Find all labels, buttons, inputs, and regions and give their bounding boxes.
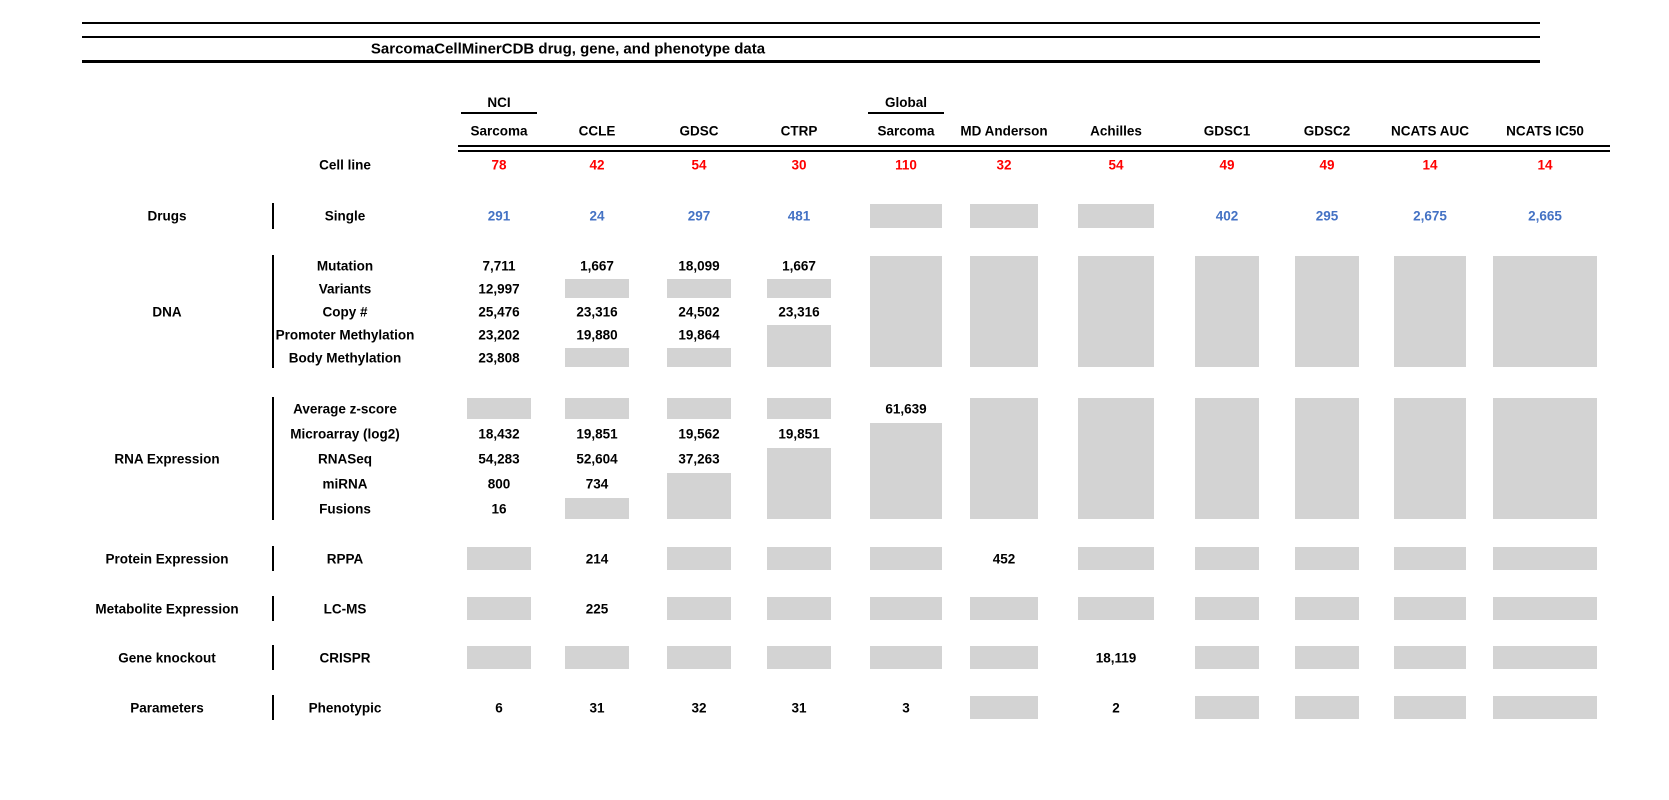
missing-box-ncats-ic50-protein-expression xyxy=(1493,547,1597,570)
column-header-nci-sarcoma: Sarcoma xyxy=(470,123,528,139)
separator-bar-protein-expression xyxy=(272,546,274,571)
missing-box-ncats-auc-rna-expression xyxy=(1394,398,1466,519)
value-gdsc-mutation: 18,099 xyxy=(678,257,720,273)
missing-box-gdsc-dna xyxy=(667,279,731,298)
value-ctrp-copy: 23,316 xyxy=(778,303,820,319)
category-label-protein-expression: Protein Expression xyxy=(105,550,229,566)
column-header-gdsc: GDSC xyxy=(679,123,719,139)
column-header-achilles: Achilles xyxy=(1090,123,1142,139)
missing-box-global-sarcoma-rna-expression xyxy=(870,423,942,519)
value-ctrp-single: 481 xyxy=(787,208,811,224)
value-achilles-crispr: 18,119 xyxy=(1095,649,1137,665)
missing-box-gdsc-gene-knockout xyxy=(667,646,731,669)
missing-box-ctrp-protein-expression xyxy=(767,547,831,570)
missing-box-ccle-dna xyxy=(565,279,629,298)
category-label-gene-knockout: Gene knockout xyxy=(118,649,216,665)
missing-box-gdsc1-rna-expression xyxy=(1195,398,1259,519)
missing-box-global-sarcoma-gene-knockout xyxy=(870,646,942,669)
value-gdsc-copy: 24,502 xyxy=(678,303,720,319)
missing-box-gdsc2-rna-expression xyxy=(1295,398,1359,519)
missing-box-ctrp-rna-expression xyxy=(767,398,831,419)
cell-line-count-ncats-ic50: 14 xyxy=(1537,157,1553,173)
missing-box-md-anderson-metabolite-expression xyxy=(970,597,1038,620)
missing-box-ctrp-rna-expression xyxy=(767,448,831,519)
value-ccle-mirna: 734 xyxy=(585,475,609,491)
row-label-mutation: Mutation xyxy=(316,257,374,273)
value-global-sarcoma-average-z-score: 61,639 xyxy=(885,400,927,416)
value-global-sarcoma-phenotypic: 3 xyxy=(902,699,910,715)
value-achilles-phenotypic: 2 xyxy=(1112,699,1120,715)
missing-box-ctrp-dna xyxy=(767,279,831,298)
value-md-anderson-rppa: 452 xyxy=(992,550,1016,566)
missing-box-nci-sarcoma-gene-knockout xyxy=(467,646,531,669)
separator-bar-rna-expression xyxy=(272,397,274,520)
missing-box-gdsc2-metabolite-expression xyxy=(1295,597,1359,620)
separator-bar-dna xyxy=(272,255,274,368)
row-label-microarray-log2: Microarray (log2) xyxy=(290,425,400,441)
cell-line-count-gdsc2: 49 xyxy=(1319,157,1335,173)
column-header-gdsc2: GDSC2 xyxy=(1303,123,1351,139)
column-header-md-anderson: MD Anderson xyxy=(960,123,1048,139)
missing-box-achilles-metabolite-expression xyxy=(1078,597,1154,620)
column-header-gdsc1: GDSC1 xyxy=(1203,123,1251,139)
missing-box-ncats-auc-metabolite-expression xyxy=(1394,597,1466,620)
value-nci-sarcoma-mutation: 7,711 xyxy=(482,257,516,273)
column-top-label-nci-sarcoma: NCI xyxy=(461,96,537,114)
column-header-ncats-ic50: NCATS IC50 xyxy=(1506,123,1584,139)
missing-box-ccle-gene-knockout xyxy=(565,646,629,669)
missing-box-md-anderson-parameters xyxy=(970,696,1038,719)
missing-box-gdsc2-gene-knockout xyxy=(1295,646,1359,669)
column-top-label-global-sarcoma: Global xyxy=(868,96,944,114)
row-label-average-z-score: Average z-score xyxy=(293,400,397,416)
missing-box-ncats-auc-gene-knockout xyxy=(1394,646,1466,669)
missing-box-nci-sarcoma-rna-expression xyxy=(467,398,531,419)
missing-box-gdsc1-protein-expression xyxy=(1195,547,1259,570)
value-ncats-ic50-single: 2,665 xyxy=(1528,208,1562,224)
separator-bar-metabolite-expression xyxy=(272,596,274,621)
missing-box-md-anderson-rna-expression xyxy=(970,398,1038,519)
value-ctrp-mutation: 1,667 xyxy=(782,257,816,273)
title-bottom-rule xyxy=(82,60,1540,63)
missing-box-ccle-rna-expression xyxy=(565,398,629,419)
category-label-drugs: Drugs xyxy=(147,208,187,224)
value-nci-sarcoma-variants: 12,997 xyxy=(478,280,520,296)
column-header-ccle: CCLE xyxy=(578,123,616,139)
value-gdsc-phenotypic: 32 xyxy=(691,699,707,715)
cell-line-count-gdsc1: 49 xyxy=(1219,157,1235,173)
missing-box-ncats-ic50-metabolite-expression xyxy=(1493,597,1597,620)
separator-bar-drugs xyxy=(272,203,274,229)
category-label-dna: DNA xyxy=(152,303,182,319)
row-label-rnaseq: RNASeq xyxy=(317,450,373,466)
value-nci-sarcoma-mirna: 800 xyxy=(487,475,511,491)
value-gdsc-single: 297 xyxy=(687,208,711,224)
value-nci-sarcoma-rnaseq: 54,283 xyxy=(478,450,520,466)
missing-box-gdsc-protein-expression xyxy=(667,547,731,570)
cell-line-count-achilles: 54 xyxy=(1108,157,1124,173)
value-nci-sarcoma-phenotypic: 6 xyxy=(495,699,503,715)
separator-bar-parameters xyxy=(272,695,274,720)
value-ccle-copy: 23,316 xyxy=(576,303,618,319)
missing-box-gdsc1-metabolite-expression xyxy=(1195,597,1259,620)
row-label-promoter-methylation: Promoter Methylation xyxy=(275,326,415,342)
value-ccle-microarray-log2: 19,851 xyxy=(576,425,618,441)
category-label-rna-expression: RNA Expression xyxy=(114,450,220,466)
row-label-body-methylation: Body Methylation xyxy=(288,349,402,365)
cell-line-count-gdsc: 54 xyxy=(691,157,707,173)
missing-box-ncats-auc-parameters xyxy=(1394,696,1466,719)
row-label-single: Single xyxy=(324,208,366,224)
cell-line-count-global-sarcoma: 110 xyxy=(895,157,917,173)
missing-box-ncats-ic50-parameters xyxy=(1493,696,1597,719)
missing-box-ccle-dna xyxy=(565,348,629,367)
missing-box-ccle-rna-expression xyxy=(565,498,629,519)
value-nci-sarcoma-single: 291 xyxy=(487,208,511,224)
missing-box-nci-sarcoma-protein-expression xyxy=(467,547,531,570)
value-ctrp-phenotypic: 31 xyxy=(791,699,807,715)
value-ctrp-microarray-log2: 19,851 xyxy=(778,425,820,441)
value-ncats-auc-single: 2,675 xyxy=(1413,208,1447,224)
column-header-ctrp: CTRP xyxy=(780,123,818,139)
value-nci-sarcoma-microarray-log2: 18,432 xyxy=(478,425,520,441)
value-nci-sarcoma-body-methylation: 23,808 xyxy=(478,349,520,365)
missing-box-gdsc1-dna xyxy=(1195,256,1259,367)
missing-box-nci-sarcoma-metabolite-expression xyxy=(467,597,531,620)
missing-box-ncats-auc-dna xyxy=(1394,256,1466,367)
missing-box-achilles-drugs xyxy=(1078,204,1154,228)
missing-box-achilles-protein-expression xyxy=(1078,547,1154,570)
value-gdsc1-single: 402 xyxy=(1215,208,1239,224)
missing-box-gdsc2-parameters xyxy=(1295,696,1359,719)
separator-bar-gene-knockout xyxy=(272,645,274,670)
cell-line-count-md-anderson: 32 xyxy=(996,157,1012,173)
missing-box-global-sarcoma-metabolite-expression xyxy=(870,597,942,620)
missing-box-gdsc2-dna xyxy=(1295,256,1359,367)
missing-box-global-sarcoma-drugs xyxy=(870,204,942,228)
value-nci-sarcoma-fusions: 16 xyxy=(491,500,507,516)
top-rule-1 xyxy=(82,22,1540,24)
value-ccle-rppa: 214 xyxy=(585,550,609,566)
missing-box-gdsc1-parameters xyxy=(1195,696,1259,719)
column-header-ncats-auc: NCATS AUC xyxy=(1391,123,1469,139)
missing-box-achilles-dna xyxy=(1078,256,1154,367)
row-label-crispr: CRISPR xyxy=(319,649,371,665)
missing-box-achilles-rna-expression xyxy=(1078,398,1154,519)
missing-box-md-anderson-gene-knockout xyxy=(970,646,1038,669)
missing-box-global-sarcoma-protein-expression xyxy=(870,547,942,570)
top-rule-2 xyxy=(82,36,1540,38)
missing-box-ctrp-gene-knockout xyxy=(767,646,831,669)
missing-box-gdsc-dna xyxy=(667,348,731,367)
cell-line-count-ctrp: 30 xyxy=(791,157,807,173)
missing-box-ctrp-dna xyxy=(767,325,831,367)
category-label-parameters: Parameters xyxy=(130,699,204,715)
column-header-global-sarcoma: Sarcoma xyxy=(877,123,935,139)
missing-box-gdsc-rna-expression xyxy=(667,398,731,419)
value-ccle-promoter-methylation: 19,880 xyxy=(576,326,618,342)
value-gdsc2-single: 295 xyxy=(1315,208,1339,224)
missing-box-gdsc-metabolite-expression xyxy=(667,597,731,620)
value-ccle-single: 24 xyxy=(589,208,605,224)
missing-box-ctrp-metabolite-expression xyxy=(767,597,831,620)
missing-box-ncats-ic50-rna-expression xyxy=(1493,398,1597,519)
value-ccle-lc-ms: 225 xyxy=(585,600,609,616)
cell-line-label: Cell line xyxy=(319,157,371,173)
missing-box-ncats-ic50-gene-knockout xyxy=(1493,646,1597,669)
missing-box-md-anderson-dna xyxy=(970,256,1038,367)
missing-box-gdsc2-protein-expression xyxy=(1295,547,1359,570)
header-double-line-bottom xyxy=(458,150,1610,152)
row-label-lc-ms: LC-MS xyxy=(323,600,367,616)
cell-line-count-nci-sarcoma: 78 xyxy=(491,157,507,173)
row-label-variants: Variants xyxy=(318,280,372,296)
missing-box-gdsc-rna-expression xyxy=(667,473,731,519)
value-gdsc-promoter-methylation: 19,864 xyxy=(678,326,720,342)
value-gdsc-microarray-log2: 19,562 xyxy=(678,425,720,441)
header-double-line-top xyxy=(458,145,1610,147)
cell-line-count-ccle: 42 xyxy=(589,157,605,173)
value-ccle-phenotypic: 31 xyxy=(589,699,605,715)
value-nci-sarcoma-promoter-methylation: 23,202 xyxy=(478,326,520,342)
value-nci-sarcoma-copy: 25,476 xyxy=(478,303,520,319)
missing-box-md-anderson-drugs xyxy=(970,204,1038,228)
row-label-copy: Copy # xyxy=(322,303,368,319)
row-label-mirna: miRNA xyxy=(322,475,368,491)
value-ccle-mutation: 1,667 xyxy=(580,257,614,273)
page-title: SarcomaCellMinerCDB drug, gene, and phenotype data xyxy=(370,40,766,58)
missing-box-gdsc1-gene-knockout xyxy=(1195,646,1259,669)
value-gdsc-rnaseq: 37,263 xyxy=(678,450,720,466)
missing-box-global-sarcoma-dna xyxy=(870,256,942,367)
row-label-phenotypic: Phenotypic xyxy=(308,699,382,715)
value-ccle-rnaseq: 52,604 xyxy=(576,450,618,466)
row-label-fusions: Fusions xyxy=(319,500,371,516)
category-label-metabolite-expression: Metabolite Expression xyxy=(95,600,239,616)
cell-line-count-ncats-auc: 14 xyxy=(1422,157,1438,173)
missing-box-ncats-ic50-dna xyxy=(1493,256,1597,367)
row-label-rppa: RPPA xyxy=(326,550,364,566)
missing-box-ncats-auc-protein-expression xyxy=(1394,547,1466,570)
